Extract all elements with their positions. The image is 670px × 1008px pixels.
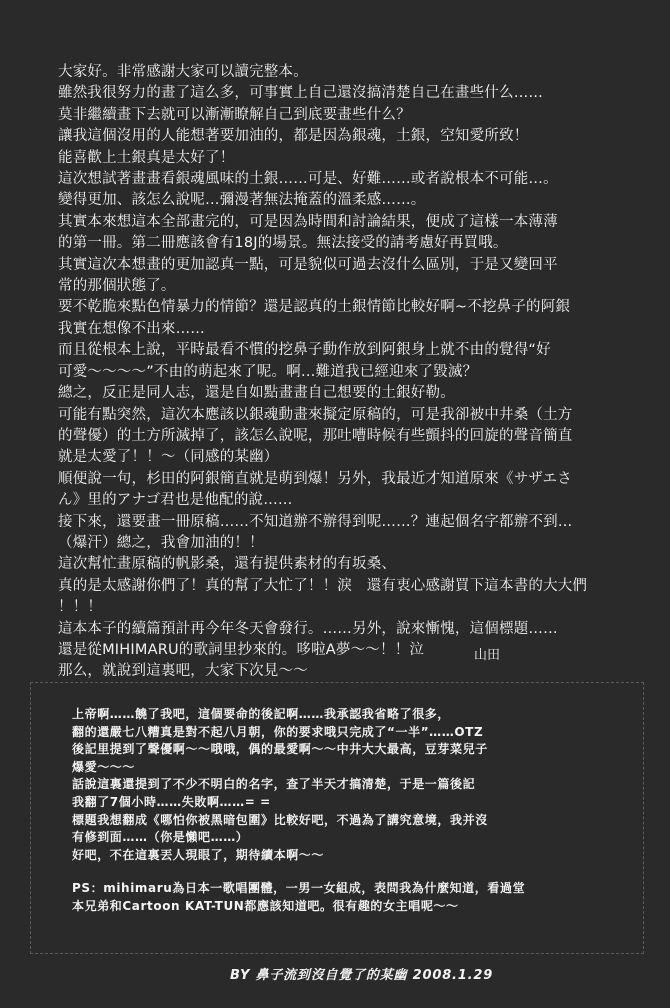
translator-line: 翻的還嚴七八糟真是對不起八月朝，你的要求哦只完成了“一半”……OTZ: [72, 724, 484, 739]
afterword-line: 這次幫忙畫原稿的帆影桑，還有提供素材的有坂桑、: [58, 556, 397, 573]
afterword-line: 其實這次本想畫的更加認真一點，可是貌似可過去沒什么區別，于是又變回平: [58, 256, 558, 273]
afterword-line: 可能有點突然，這次本應該以銀魂動畫來擬定原稿的，可是我卻被中井桑（土方: [58, 406, 573, 423]
afterword-line: 可愛～～～～”不由的萌起來了呢。啊…難道我已經迎來了毀滅？: [58, 363, 478, 380]
translator-line: 後記里提到了聲優啊～～哦哦，偶的最愛啊～～中井大大最高，豆芽菜兒子: [72, 742, 488, 757]
afterword-line: 的聲優）的土方所滅掉了，該怎么說呢，那吐嘈時候有些顫抖的回旋的聲音簡直: [58, 427, 573, 444]
afterword-line: 順便說一句，杉田的阿銀簡直就是萌到爆！另外，我最近才知道原來《サザエさ: [58, 470, 572, 487]
afterword-line: 真的是太感謝你們了！真的幫了大忙了！！淚 還有衷心感謝買下這本書的大大們: [58, 577, 588, 594]
afterword-line: 讓我這個沒用的人能想著要加油的，都是因為銀魂，土銀，空知愛所致！: [58, 128, 529, 145]
afterword-line: 還是從MIHIMARU的歌詞里抄來的。哆啦A夢～～！！泣: [58, 641, 425, 658]
translator-credit: BY 鼻子流到沒自覺了的某幽 2008.1.29: [230, 968, 494, 983]
ps-line: 本兄弟和Cartoon KAT-TUN都應該知道吧。很有趣的女主唱呢～～: [72, 898, 459, 913]
afterword-line: 雖然我很努力的畫了這么多，可事實上自己還沒搞清楚自己在畫些什么……: [58, 85, 544, 102]
translator-line: 爆愛～～～: [72, 759, 136, 774]
afterword-line: 總之，反正是同人志，還是自如點畫畫自己想要的土銀好勒。: [58, 385, 455, 402]
afterword-line: 那么，就說到這裏吧，大家下次見～～: [58, 663, 308, 680]
afterword-line: 要不乾脆來點色情暴力的情節？還是認真的土銀情節比較好啊~不挖鼻子的阿銀: [58, 299, 571, 316]
afterword-line: 大家好。非常感謝大家可以讀完整本。: [58, 64, 308, 80]
afterword-line: 接下來，還要畫一冊原稿……不知道辦不辦得到呢……？連起個名字都辦不到…: [58, 513, 573, 530]
afterword-line: ！！！: [58, 599, 103, 616]
afterword-line: 這次想試著畫畫看銀魂風味的土銀……可是、好難……或者說根本不可能…。: [58, 171, 558, 188]
afterword-line: 而且從根本上說，平時最看不慣的挖鼻子動作放到阿銀身上就不由的覺得“好: [58, 342, 551, 359]
afterword-line: （爆汗）總之，我會加油的！！: [58, 534, 264, 551]
afterword-line: 其實本來想這本全部畫完的，可是因為時間和討論結果，便成了這樣一本薄薄: [58, 213, 558, 230]
translator-line: 上帝啊……饒了我吧，這個要命的後記啊……我承認我省略了很多，: [72, 707, 451, 721]
author-signature: 山田: [474, 648, 501, 663]
afterword-line: 變得更加、該怎么說呢…彌漫著無法掩蓋的溫柔感……。: [58, 192, 426, 209]
translator-note: [72, 706, 632, 916]
translator-line: 我翻了7個小時……失敗啊……= =: [72, 794, 271, 809]
translator-line: 標題我想翻成《哪怕你被黑暗包圍》比較好吧，不過為了講究意境，我并沒: [72, 812, 488, 827]
afterword-line: 能喜歡上土銀真是太好了！: [58, 149, 235, 166]
afterword-line: ん》里的アナゴ君也是他配的說……: [58, 492, 293, 509]
afterword-line: 莫非繼續畫下去就可以漸漸瞭解自己到底要畫些什么？: [58, 106, 411, 123]
afterword-line: 這本本子的續篇預計再今年冬天會發行。……另外，說來慚愧，這個標題……: [58, 620, 558, 637]
translator-line: 有修到面……（你是懶吧……）: [72, 830, 249, 845]
afterword-line: 就是太愛了！！～（同感的某幽）: [58, 449, 279, 466]
translator-line: 好吧，不在這裏丟人現眼了，期待續本啊～～: [72, 847, 325, 862]
afterword-line: 的第一冊。第二冊應該會有18J的場景。無法接受的請考慮好再買哦。: [58, 235, 508, 252]
ps-line: PS：mihimaru為日本一歌唱團體，一男一女組成，表問我為什麼知道，看過堂: [72, 881, 526, 896]
afterword-line: 我實在想像不出來……: [58, 320, 205, 337]
afterword-line: 常的那個狀態了。: [58, 278, 176, 295]
afterword-text: [58, 62, 638, 683]
translator-line: 話說這裏還提到了不少不明白的名字，查了半天才搞清楚，于是一篇後記: [72, 777, 476, 792]
